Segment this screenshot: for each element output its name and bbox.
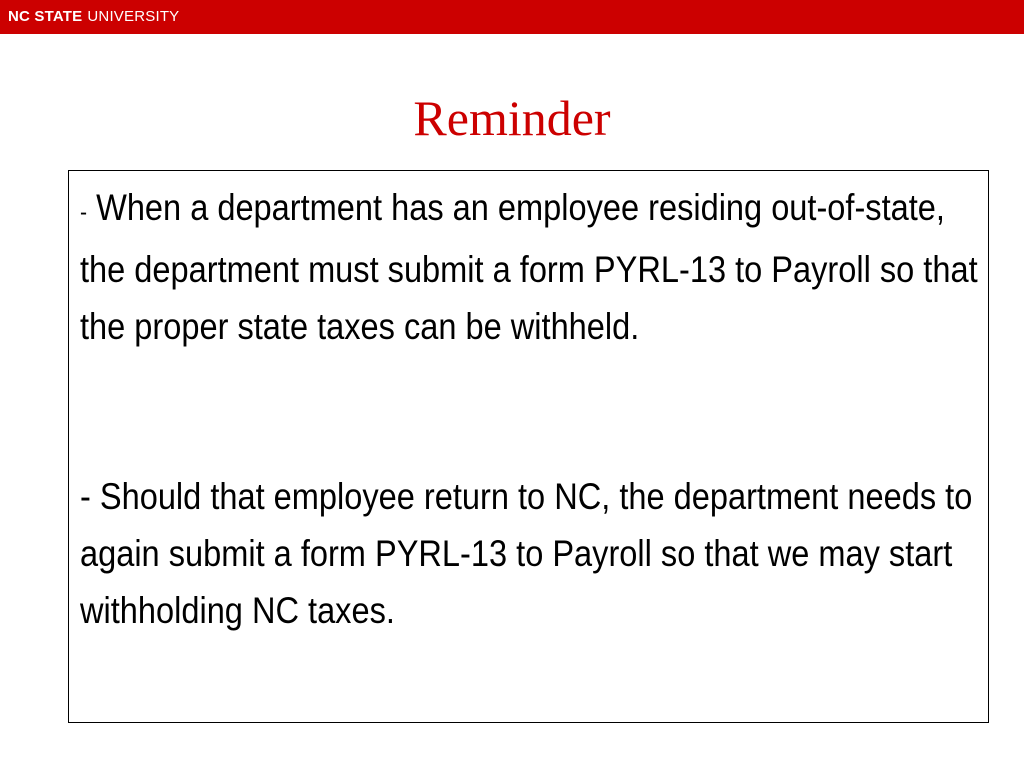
- header-bar: [0, 0, 1024, 34]
- ncstate-logo: [8, 7, 179, 27]
- slide-title: Reminder: [413, 90, 611, 146]
- paragraph-1-dash: -: [80, 199, 88, 226]
- paragraph-2: - Should that employee return to NC, the department needs to again submit a form PYRL-13 to Payroll so that we may start withholding NC taxes.: [80, 476, 973, 631]
- content-box: [68, 170, 989, 723]
- paragraph-1-text: When a department has an employee residing out-of-state, the department must submit a form PYRL-13 to Payroll so that the proper state taxes can be withheld.: [80, 187, 978, 347]
- paragraph-1: [80, 179, 978, 355]
- logo-regular-text: UNIVERSITY: [87, 8, 180, 25]
- logo-bold-text: NC STATE: [8, 8, 83, 25]
